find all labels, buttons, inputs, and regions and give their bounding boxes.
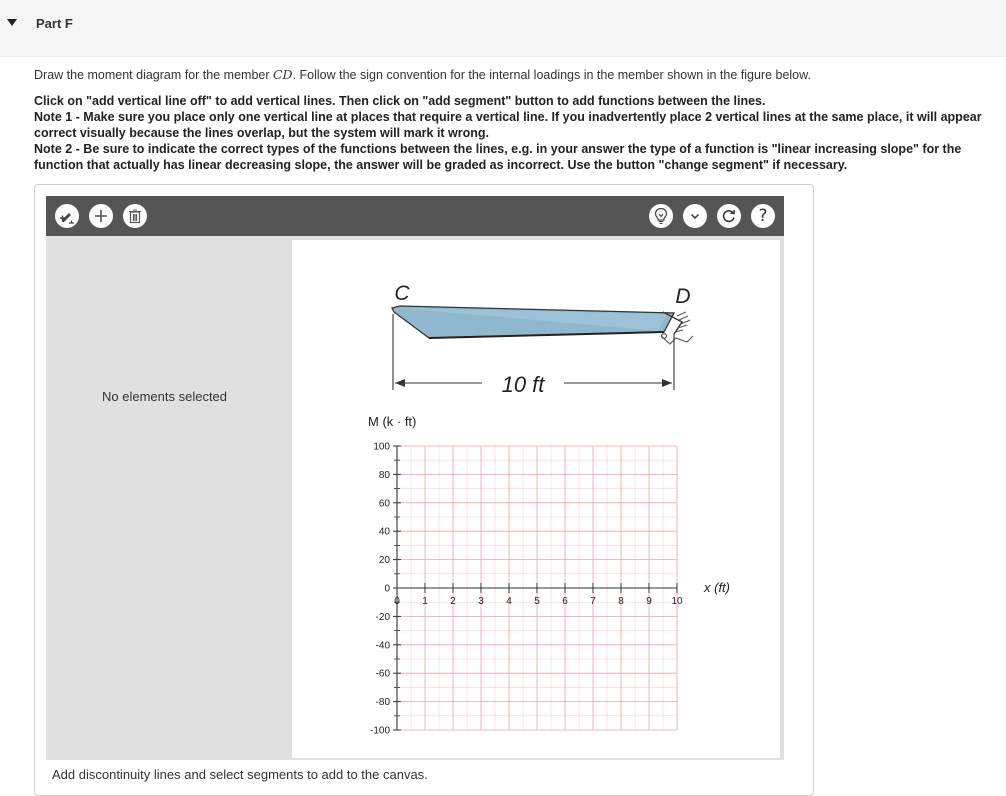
label-d: D [675, 285, 691, 308]
x-axis-label: x (ft) [704, 580, 730, 595]
dropdown-button[interactable] [683, 204, 707, 228]
part-header[interactable] [0, 0, 1006, 57]
member-name: CD [272, 67, 293, 82]
x-tick-label: 9 [646, 596, 652, 607]
question-icon: ? [758, 206, 768, 226]
no-selection-message: No elements selected [102, 389, 228, 404]
collapse-caret-icon[interactable] [7, 19, 17, 26]
y-tick-label: 40 [378, 526, 390, 538]
intro-prefix: Draw the moment diagram for the member [34, 68, 273, 82]
drawing-canvas[interactable] [292, 240, 780, 758]
y-tick-label: 60 [378, 498, 390, 510]
add-segment-button[interactable] [89, 204, 113, 228]
hint-button[interactable] [649, 204, 673, 228]
y-tick-label: -60 [375, 668, 390, 680]
x-tick-label: 6 [562, 596, 568, 607]
canvas-svg[interactable] [292, 240, 780, 758]
part-title: Part F [36, 16, 73, 31]
x-tick-label: 4 [506, 596, 512, 607]
x-tick-label: 2 [450, 596, 456, 607]
x-tick-label: 5 [534, 596, 540, 607]
reset-button[interactable] [717, 204, 741, 228]
chevron-down-icon [689, 210, 701, 222]
moment-grid [370, 442, 683, 737]
properties-panel [46, 236, 288, 760]
y-axis-label: M (k · ft) [368, 414, 417, 429]
instructions [34, 67, 1000, 173]
y-tick-label: 0 [384, 583, 390, 595]
x-tick-label: 1 [422, 596, 428, 607]
toolbar [46, 196, 784, 236]
plus-icon [93, 208, 109, 224]
y-tick-label: 20 [378, 555, 390, 567]
note-1: Note 1 - Make sure you place only one vertical line at places that require a vertical line. If you inadvertently place 2 vertical lines at the same place, it will appear correct visually because the lines overlap, but the system will mark it wrong. [34, 110, 982, 140]
y-tick-label: -40 [375, 640, 390, 652]
rotate-icon [721, 208, 737, 224]
status-message: Add discontinuity lines and select segments to add to the canvas. [52, 767, 428, 782]
y-tick-label: -80 [375, 697, 390, 709]
instruction-line: Click on "add vertical line off" to add vertical lines. Then click on "add segment" button to add functions between the lines. [34, 94, 766, 108]
lightbulb-icon [653, 207, 669, 225]
x-tick-label: 10 [671, 596, 683, 607]
beam-figure [392, 282, 693, 397]
delete-button[interactable] [123, 204, 147, 228]
y-tick-label: -20 [375, 611, 390, 623]
x-tick-label: 0 [394, 596, 400, 607]
pencil-plus-icon [59, 208, 75, 224]
y-tick-label: 80 [378, 469, 390, 481]
y-tick-label: -100 [369, 725, 390, 737]
intro-suffix: . Follow the sign convention for the internal loadings in the member shown in the figure below. [292, 68, 811, 82]
dim-arrow-left [395, 379, 405, 387]
x-tick-label: 7 [590, 596, 596, 607]
intro-text [34, 67, 1000, 82]
dimension-label: 10 ft [501, 372, 545, 397]
x-tick-label: 3 [478, 596, 484, 607]
add-vertical-line-button[interactable] [55, 204, 79, 228]
help-button[interactable] [751, 204, 775, 228]
note-2: Note 2 - Be sure to indicate the correct types of the functions between the lines, e.g. in your answer the type of a function is "linear increasing slope" for the function that actually has linear decreasing slope, the answer will be graded as incorrect. Use the button "change segment" if necessary. [34, 142, 962, 172]
x-tick-label: 8 [618, 596, 624, 607]
pin-d [662, 334, 667, 339]
trash-icon [128, 208, 142, 224]
label-c: C [394, 282, 410, 305]
y-tick-label: 100 [373, 441, 390, 453]
dim-arrow-right [662, 379, 672, 387]
